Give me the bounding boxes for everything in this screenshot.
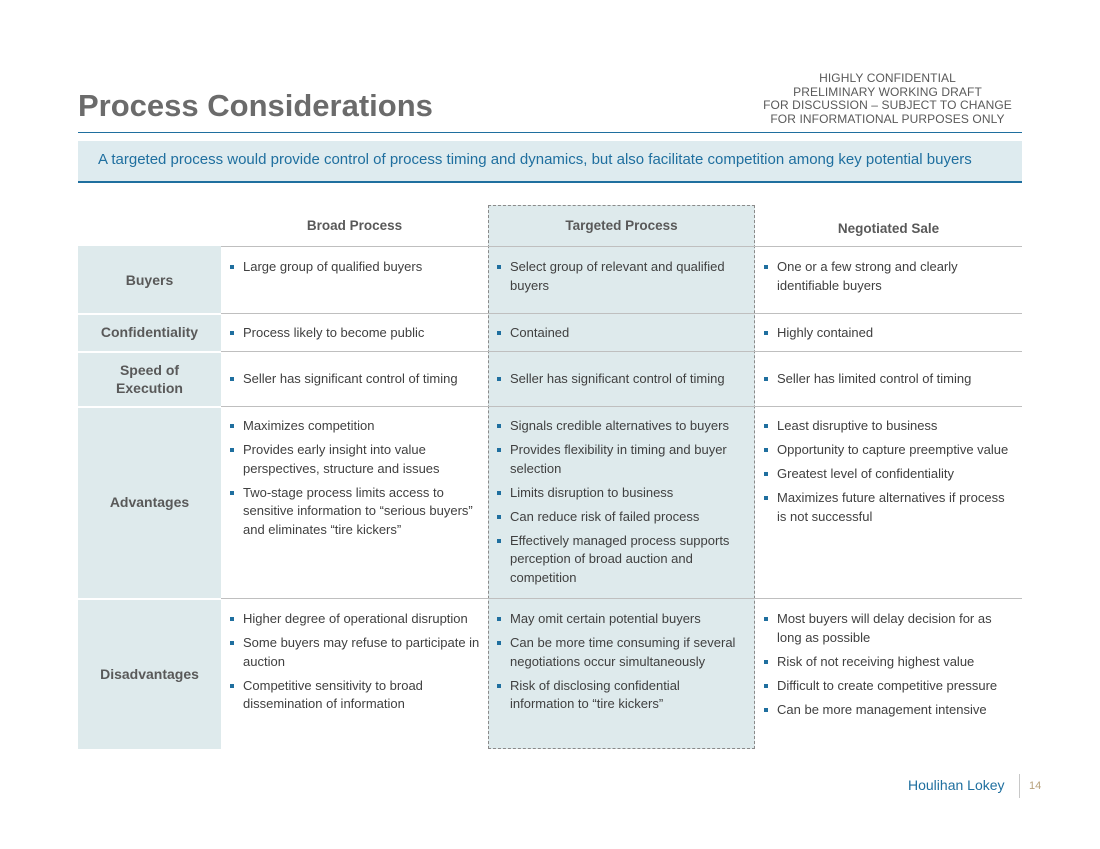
- confidentiality-line: HIGHLY CONFIDENTIAL: [819, 71, 956, 85]
- confidentiality-line: FOR DISCUSSION – SUBJECT TO CHANGE: [763, 98, 1012, 112]
- cell-confidentiality-broad: [230, 324, 480, 348]
- list-item: Provides flexibility in timing and buyer selection: [497, 441, 749, 478]
- list-item: Limits disruption to business: [497, 484, 749, 503]
- list-item: Large group of qualified buyers: [230, 258, 480, 277]
- row-label-advantages: Advantages: [109, 494, 190, 510]
- row-divider: [221, 598, 1022, 599]
- list-item: Contained: [497, 324, 747, 343]
- row-label-confidentiality: Confidentiality: [100, 324, 199, 340]
- confidentiality-line: FOR INFORMATIONAL PURPOSES ONLY: [770, 111, 1005, 126]
- list-item: Risk of not receiving highest value: [764, 653, 1016, 672]
- list-item: Provides early insight into value perspectives, structure and issues: [230, 441, 480, 478]
- list-item: May omit certain potential buyers: [497, 610, 747, 629]
- footer-divider: [1019, 774, 1020, 798]
- cell-disadvantages-broad: [230, 610, 480, 719]
- list-item: Signals credible alternatives to buyers: [497, 417, 749, 436]
- list-item: Seller has significant control of timing: [497, 370, 752, 389]
- confidentiality-notice: [755, 72, 1020, 126]
- cell-buyers-broad: [230, 258, 480, 282]
- list-item: Opportunity to capture preemptive value: [764, 441, 1014, 460]
- page-number: 14: [1029, 780, 1042, 792]
- row-divider: [221, 246, 1022, 247]
- cell-advantages-broad: [230, 417, 480, 545]
- page-title: Process Considerations: [78, 88, 433, 123]
- list-item: Least disruptive to business: [764, 417, 1014, 436]
- cell-advantages-negotiated: [764, 417, 1014, 532]
- cell-speed-targeted: [497, 370, 752, 394]
- cell-speed-broad: [230, 370, 485, 394]
- cell-advantages-targeted: [497, 417, 749, 593]
- row-divider: [221, 313, 1022, 314]
- list-item: Risk of disclosing confidential information to “tire kickers”: [497, 677, 747, 714]
- list-item: Highly contained: [764, 324, 1014, 343]
- list-item: Maximizes future alternatives if process is not successful: [764, 489, 1014, 526]
- title-divider: [78, 132, 1022, 133]
- list-item: Effectively managed process supports perception of broad auction and competition: [497, 532, 749, 588]
- list-item: Most buyers will delay decision for as long as possible: [764, 610, 1016, 647]
- list-item: Can be more time consuming if several negotiations occur simultaneously: [497, 634, 747, 671]
- list-item: One or a few strong and clearly identifiable buyers: [764, 258, 1014, 295]
- cell-speed-negotiated: [764, 370, 1014, 394]
- list-item: Maximizes competition: [230, 417, 480, 436]
- column-header-targeted-process: Targeted Process: [565, 218, 678, 233]
- row-divider: [221, 406, 1022, 407]
- cell-confidentiality-targeted: [497, 324, 747, 348]
- list-item: Higher degree of operational disruption: [230, 610, 480, 629]
- row-label-speed-of-execution: Speed of Execution: [116, 361, 183, 396]
- list-item: Seller has limited control of timing: [764, 370, 1014, 389]
- column-header-broad-process: Broad Process: [306, 218, 403, 233]
- cell-confidentiality-negotiated: [764, 324, 1014, 348]
- list-item: Two-stage process limits access to sensitive information to “serious buyers” and eliminates “tire kickers”: [230, 484, 480, 540]
- list-item: Process likely to become public: [230, 324, 480, 343]
- list-item: Can reduce risk of failed process: [497, 508, 749, 527]
- row-label-buyers: Buyers: [125, 271, 174, 288]
- confidentiality-line: PRELIMINARY WORKING DRAFT: [793, 84, 982, 99]
- row-divider: [221, 351, 1022, 352]
- list-item: Competitive sensitivity to broad dissemination of information: [230, 677, 480, 714]
- brand-name: Houlihan Lokey: [908, 777, 1005, 793]
- list-item: Some buyers may refuse to participate in auction: [230, 634, 480, 671]
- cell-disadvantages-targeted: [497, 610, 747, 719]
- list-item: Select group of relevant and qualified buyers: [497, 258, 747, 295]
- cell-buyers-negotiated: [764, 258, 1014, 301]
- row-label-disadvantages: Disadvantages: [100, 665, 199, 682]
- list-item: Difficult to create competitive pressure: [764, 677, 1016, 696]
- key-message-text: A targeted process would provide control of process timing and dynamics, but also facilitate competition among key potential buyers: [98, 151, 972, 168]
- list-item: Seller has significant control of timing: [230, 370, 485, 389]
- cell-buyers-targeted: [497, 258, 747, 301]
- column-header-negotiated-sale: Negotiated Sale: [837, 221, 940, 236]
- list-item: Greatest level of confidentiality: [764, 465, 1014, 484]
- cell-disadvantages-negotiated: [764, 610, 1016, 725]
- key-message-banner: [78, 141, 1022, 183]
- list-item: Can be more management intensive: [764, 701, 1016, 720]
